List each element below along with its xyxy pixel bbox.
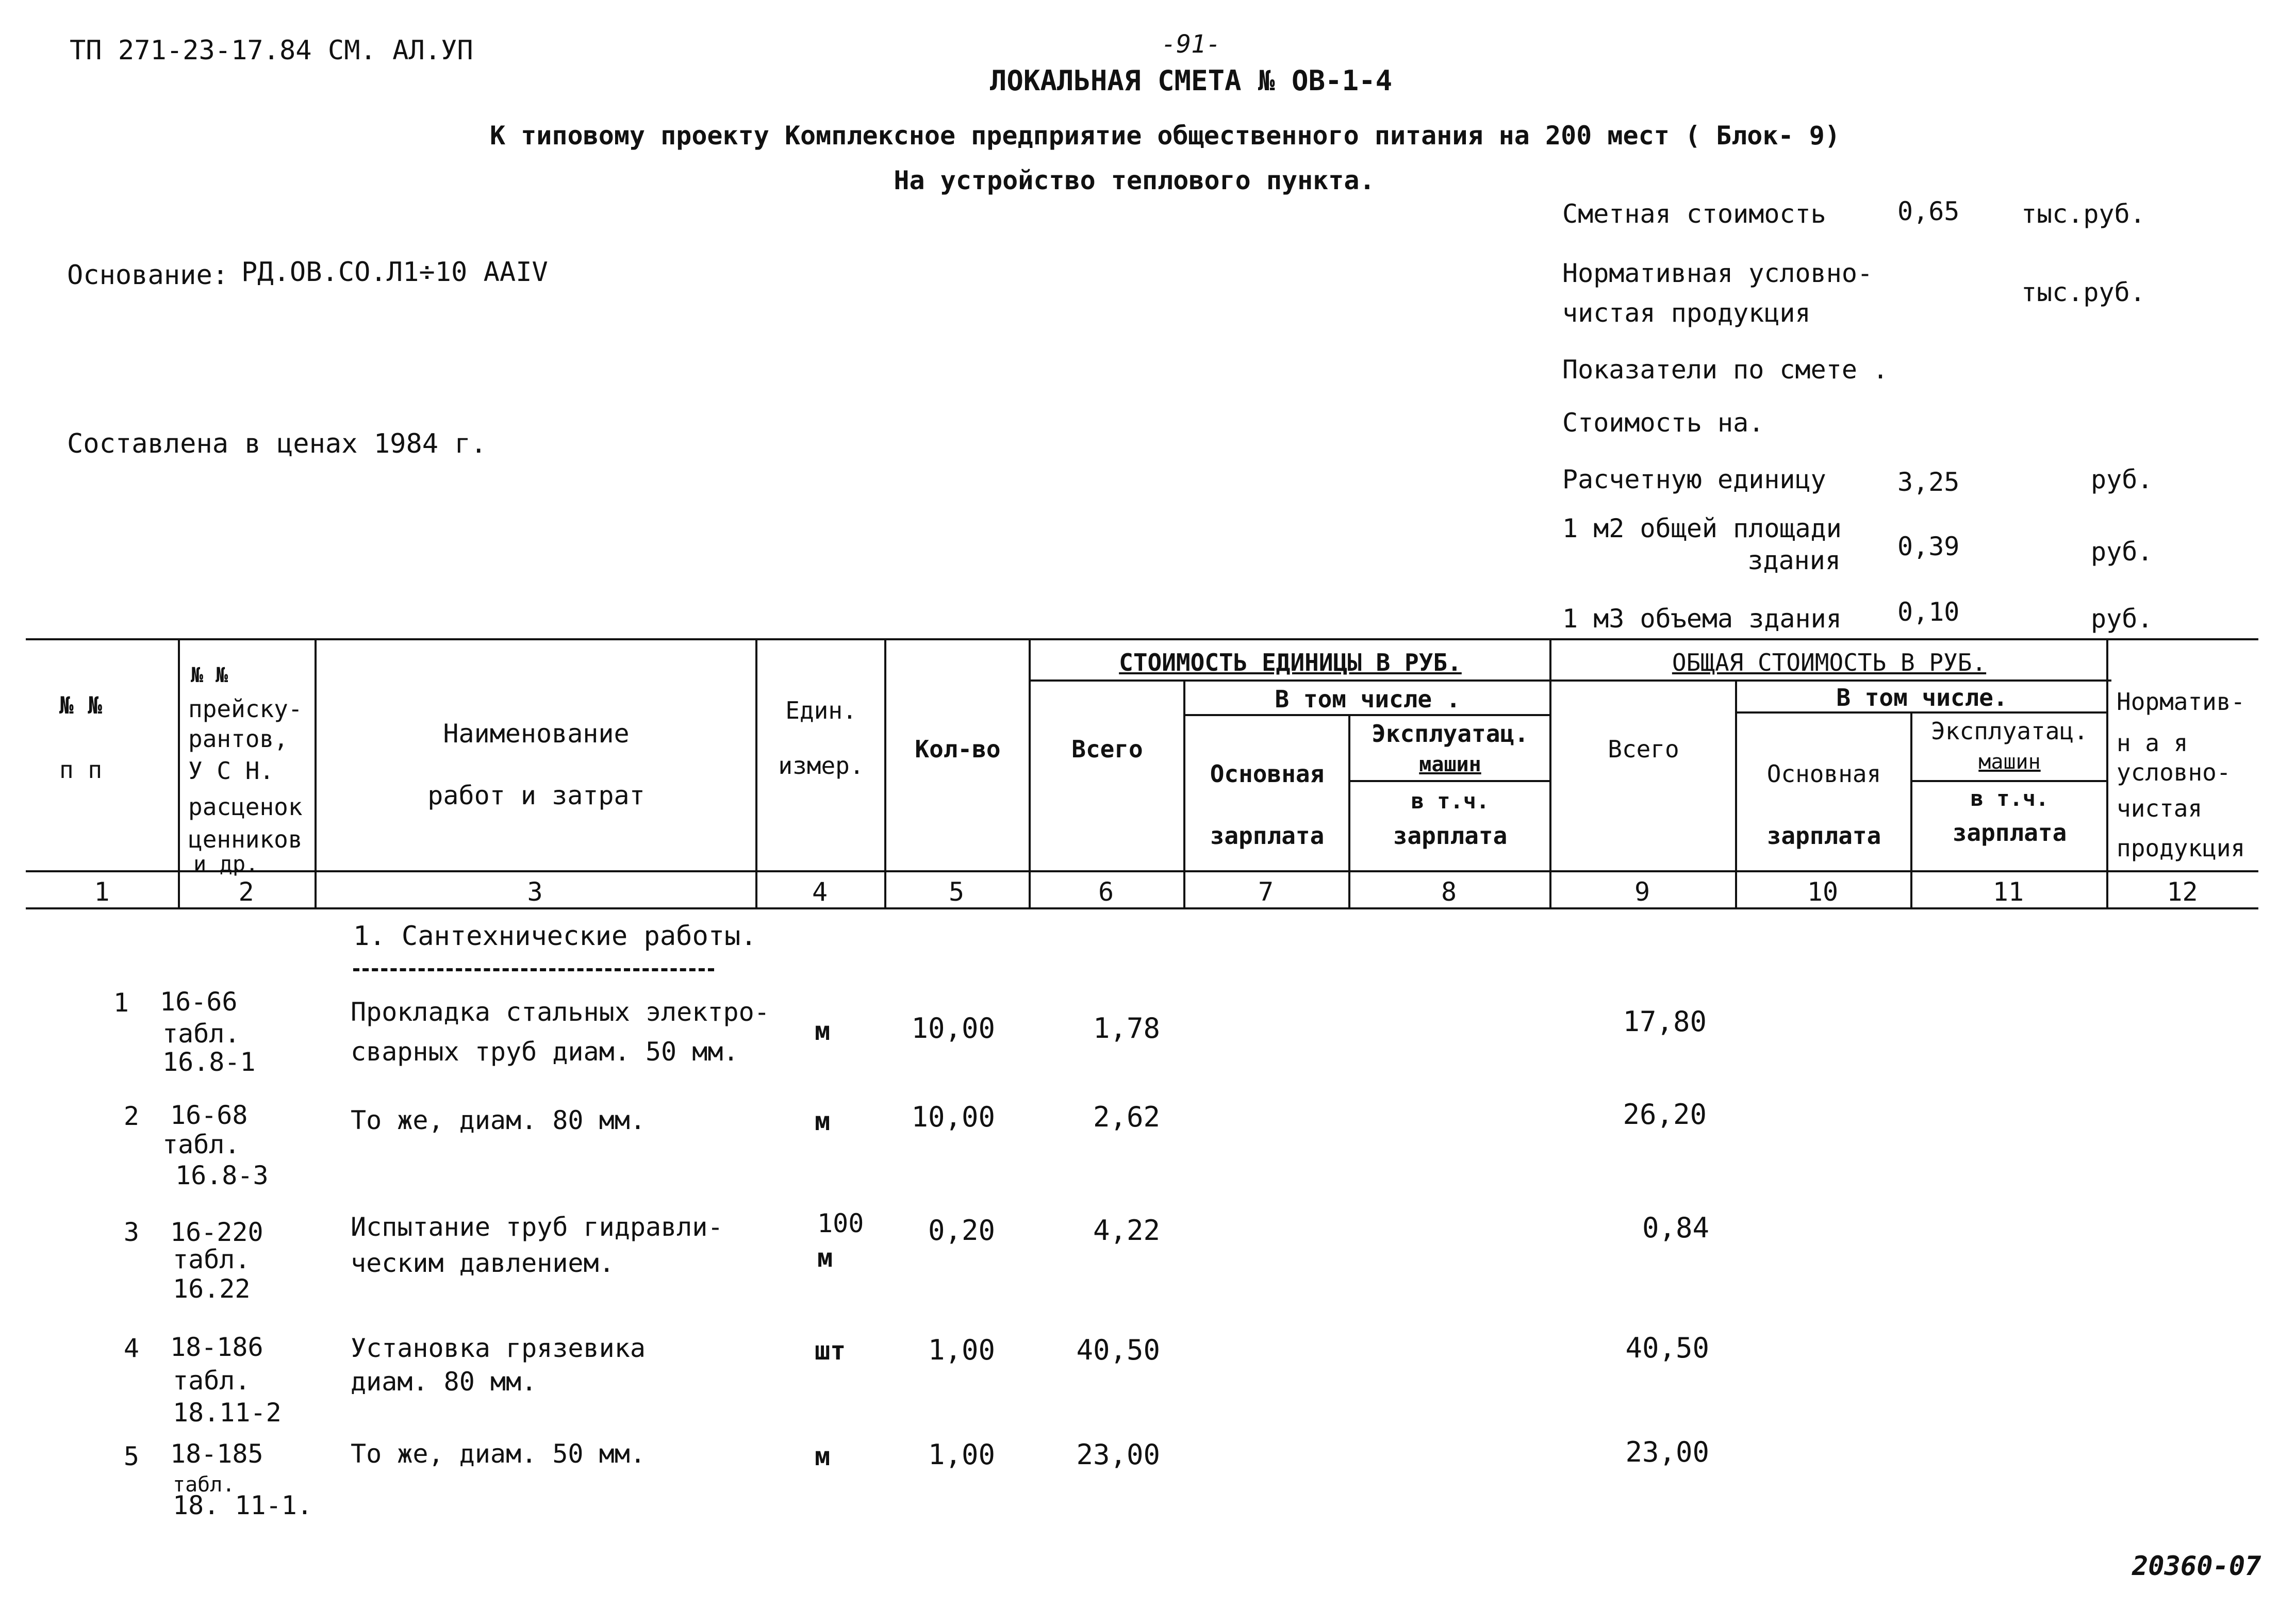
row-no: 3 bbox=[123, 1217, 139, 1247]
row-total: 26,20 bbox=[1623, 1098, 1707, 1131]
row-name-1: То же, диам. 80 мм. bbox=[351, 1105, 646, 1135]
col-number-5: 5 bbox=[948, 877, 965, 907]
hdr-normative-5: продукция bbox=[2117, 834, 2245, 862]
hdr-unit-machine-1: Эксплуатац. bbox=[1372, 720, 1529, 748]
col-divider-9 bbox=[1735, 679, 1737, 909]
row-code-2: табл. bbox=[173, 1473, 235, 1497]
row-code-2: табл. bbox=[173, 1366, 251, 1396]
row-code-3: 18.11-2 bbox=[173, 1398, 282, 1428]
row-code-1: 18-186 bbox=[170, 1332, 263, 1362]
col-number-10: 10 bbox=[1807, 877, 1839, 907]
section-title: 1. Сантехнические работы. bbox=[353, 921, 757, 952]
hdr-total-machine-2: машин bbox=[1978, 750, 2041, 774]
hdr-unit-cost-group: СТОИМОСТЬ ЕДИНИЦЫ В РУБ. bbox=[1119, 649, 1462, 676]
row-qty: 1,00 bbox=[928, 1334, 995, 1366]
hdr-total-cost-group: ОБЩАЯ СТОИМОСТЬ В РУБ. bbox=[1672, 649, 1987, 676]
area-cost-unit: руб. bbox=[2091, 537, 2153, 567]
normative-product-unit: тыс.руб. bbox=[2021, 277, 2145, 307]
row-no: 4 bbox=[123, 1333, 139, 1363]
estimated-cost-value: 0,65 bbox=[1897, 196, 1960, 226]
row-unit: м bbox=[814, 1441, 831, 1471]
col-divider-1 bbox=[178, 638, 180, 909]
row-code-1: 18-185 bbox=[170, 1439, 263, 1469]
row-no: 5 bbox=[123, 1441, 139, 1471]
row-total: 40,50 bbox=[1625, 1332, 1709, 1364]
hdr-code-4: У С Н. bbox=[188, 757, 274, 785]
hdr-code-3: рантов, bbox=[188, 725, 288, 753]
row-code-1: 16-220 bbox=[170, 1217, 263, 1247]
footer-code: 20360-07 bbox=[2132, 1551, 2261, 1582]
col-number-8: 8 bbox=[1441, 877, 1457, 907]
row-name-2: диам. 80 мм. bbox=[351, 1367, 537, 1397]
row-name-1: Прокладка стальных электро- bbox=[351, 997, 770, 1027]
subgroup-header-rule-right bbox=[1735, 711, 2106, 714]
normative-product-label-1: Нормативная условно- bbox=[1562, 258, 1873, 288]
hdr-unit-incl-salary-2: зарплата bbox=[1393, 822, 1508, 850]
cost-per-label: Стоимость на. bbox=[1562, 408, 1764, 438]
col-divider-3 bbox=[755, 638, 757, 909]
col-number-6: 6 bbox=[1098, 877, 1114, 907]
hdr-normative-4: чистая bbox=[2117, 794, 2203, 822]
col-number-9: 9 bbox=[1634, 877, 1650, 907]
machine-salary-rule-right bbox=[1910, 780, 2106, 782]
row-unit: шт bbox=[815, 1336, 846, 1366]
estimated-cost-label: Сметная стоимость bbox=[1562, 199, 1826, 229]
hdr-normative-2: н а я bbox=[2117, 729, 2188, 757]
document-subtitle-2: На устройство теплового пункта. bbox=[894, 165, 1375, 195]
row-name-1: Испытание труб гидравли- bbox=[351, 1212, 723, 1242]
row-unit: 100 bbox=[817, 1208, 864, 1238]
row-unit: м bbox=[814, 1016, 831, 1046]
hdr-code-7: и др. bbox=[193, 851, 259, 876]
table-top-rule bbox=[26, 638, 2258, 640]
hdr-unit-1: Един. bbox=[785, 697, 857, 724]
hdr-name-2: работ и затрат bbox=[427, 781, 645, 810]
row-code-3: 16.22 bbox=[173, 1274, 251, 1304]
row-code-2: табл. bbox=[162, 1019, 240, 1049]
area-cost-label-2: здания bbox=[1747, 545, 1841, 575]
hdr-unit-2: измер. bbox=[778, 752, 864, 780]
row-code-2: табл. bbox=[173, 1245, 251, 1274]
row-name-2: ческим давлением. bbox=[351, 1248, 615, 1278]
hdr-unit-machine-2: машин bbox=[1419, 753, 1481, 776]
row-qty: 0,20 bbox=[928, 1214, 995, 1247]
row-code-1: 16-66 bbox=[160, 987, 238, 1017]
col-divider-11 bbox=[2106, 638, 2108, 909]
row-total: 0,84 bbox=[1642, 1212, 1709, 1244]
hdr-total-incl-salary-1: в т.ч. bbox=[1970, 786, 2049, 811]
header-bottom-rule bbox=[26, 870, 2258, 872]
row-unit-2: м bbox=[817, 1243, 833, 1273]
unit-cost-unit: руб. bbox=[2091, 465, 2153, 494]
hdr-unit-including: В том числе . bbox=[1275, 685, 1461, 713]
hdr-name-1: Наименование bbox=[443, 719, 630, 749]
hdr-code-6: ценников bbox=[188, 825, 303, 853]
col-number-3: 3 bbox=[527, 877, 543, 907]
row-unit-total: 23,00 bbox=[1076, 1438, 1160, 1471]
document-reference: ТП 271-23-17.84 СМ. АЛ.УП bbox=[70, 35, 473, 66]
numbers-bottom-rule bbox=[26, 907, 2258, 909]
hdr-no-2: п п bbox=[59, 756, 103, 784]
row-total: 23,00 bbox=[1625, 1436, 1709, 1468]
page-number: -91- bbox=[1161, 30, 1221, 59]
hdr-code-2: прейску- bbox=[188, 695, 303, 723]
col-number-2: 2 bbox=[238, 877, 254, 907]
estimated-cost-unit: тыс.руб. bbox=[2021, 199, 2145, 229]
col-divider-5 bbox=[1029, 638, 1031, 909]
row-code-2: табл. bbox=[162, 1130, 240, 1159]
col-divider-8 bbox=[1549, 638, 1551, 909]
document-subtitle: К типовому проекту Комплексное предприятие общественного питания на 200 мест ( Блок- 9) bbox=[490, 121, 1840, 151]
col-number-7: 7 bbox=[1258, 877, 1274, 907]
hdr-total-main-salary-1: Основная bbox=[1766, 760, 1881, 788]
hdr-code-5: расценок bbox=[188, 793, 303, 821]
col-divider-2 bbox=[315, 638, 317, 909]
row-code-3: 18. 11-1. bbox=[173, 1490, 312, 1520]
row-no: 1 bbox=[113, 988, 129, 1018]
row-unit-total: 40,50 bbox=[1076, 1334, 1160, 1366]
volume-cost-value: 0,10 bbox=[1897, 597, 1960, 627]
row-name-1: То же, диам. 50 мм. bbox=[351, 1439, 646, 1469]
hdr-total-incl-salary-2: зарплата bbox=[1952, 819, 2067, 847]
hdr-normative-1: Норматив- bbox=[2117, 688, 2245, 716]
group-header-rule bbox=[1029, 679, 2111, 682]
row-unit: м bbox=[814, 1106, 831, 1136]
area-cost-label-1: 1 м2 общей площади bbox=[1562, 513, 1842, 543]
row-name-1: Установка грязевика bbox=[351, 1333, 646, 1363]
hdr-total-machine-1: Эксплуатац. bbox=[1931, 717, 2088, 745]
col-divider-6 bbox=[1183, 679, 1185, 909]
hdr-qty: Кол-во bbox=[915, 735, 1001, 763]
basis-value: РД.ОВ.СО.Л1÷10 ААIV bbox=[241, 257, 548, 288]
row-code-3: 16.8-1 bbox=[162, 1047, 256, 1077]
machine-salary-rule-left bbox=[1348, 780, 1549, 782]
hdr-code-1: № № bbox=[191, 664, 228, 687]
col-number-1: 1 bbox=[94, 877, 110, 907]
area-cost-value: 0,39 bbox=[1897, 532, 1960, 561]
volume-cost-label: 1 м3 объема здания bbox=[1562, 604, 1842, 634]
hdr-no-1: № № bbox=[59, 691, 103, 719]
hdr-total-total: Всего bbox=[1608, 735, 1679, 763]
indicators-label: Показатели по смете . bbox=[1562, 355, 1889, 385]
row-unit-total: 1,78 bbox=[1093, 1012, 1160, 1045]
basis-label: Основание: bbox=[67, 260, 229, 291]
row-name-2: сварных труб диам. 50 мм. bbox=[351, 1037, 739, 1067]
col-number-11: 11 bbox=[1992, 877, 2024, 907]
row-total: 17,80 bbox=[1623, 1005, 1707, 1038]
row-unit-total: 4,22 bbox=[1093, 1214, 1160, 1247]
document-title: ЛОКАЛЬНАЯ СМЕТА № ОВ-1-4 bbox=[989, 64, 1393, 97]
row-unit-total: 2,62 bbox=[1093, 1101, 1160, 1133]
hdr-unit-incl-salary-1: в т.ч. bbox=[1411, 788, 1490, 814]
row-qty: 1,00 bbox=[928, 1438, 995, 1471]
prices-note: Составлена в ценах 1984 г. bbox=[67, 428, 487, 459]
normative-product-label-2: чистая продукция bbox=[1562, 298, 1811, 328]
hdr-total-including: В том числе. bbox=[1836, 684, 2008, 711]
row-code-1: 16-68 bbox=[170, 1100, 248, 1130]
hdr-normative-3: условно- bbox=[2117, 758, 2231, 786]
hdr-total-main-salary-2: зарплата bbox=[1766, 822, 1881, 850]
hdr-unit-main-salary-1: Основная bbox=[1210, 760, 1325, 788]
row-code-3: 16.8-3 bbox=[175, 1161, 269, 1190]
row-qty: 10,00 bbox=[911, 1101, 995, 1133]
row-no: 2 bbox=[123, 1101, 139, 1131]
unit-cost-label: Расчетную единицу bbox=[1562, 465, 1826, 494]
col-divider-4 bbox=[884, 638, 886, 909]
volume-cost-unit: руб. bbox=[2091, 604, 2153, 634]
subgroup-header-rule-left bbox=[1183, 714, 1549, 716]
section-title-underline bbox=[353, 968, 714, 971]
col-number-4: 4 bbox=[812, 877, 828, 907]
hdr-unit-main-salary-2: зарплата bbox=[1210, 822, 1325, 850]
row-qty: 10,00 bbox=[911, 1012, 995, 1045]
col-number-12: 12 bbox=[2167, 877, 2198, 907]
unit-cost-value: 3,25 bbox=[1897, 467, 1960, 497]
hdr-unit-total: Всего bbox=[1071, 735, 1143, 763]
